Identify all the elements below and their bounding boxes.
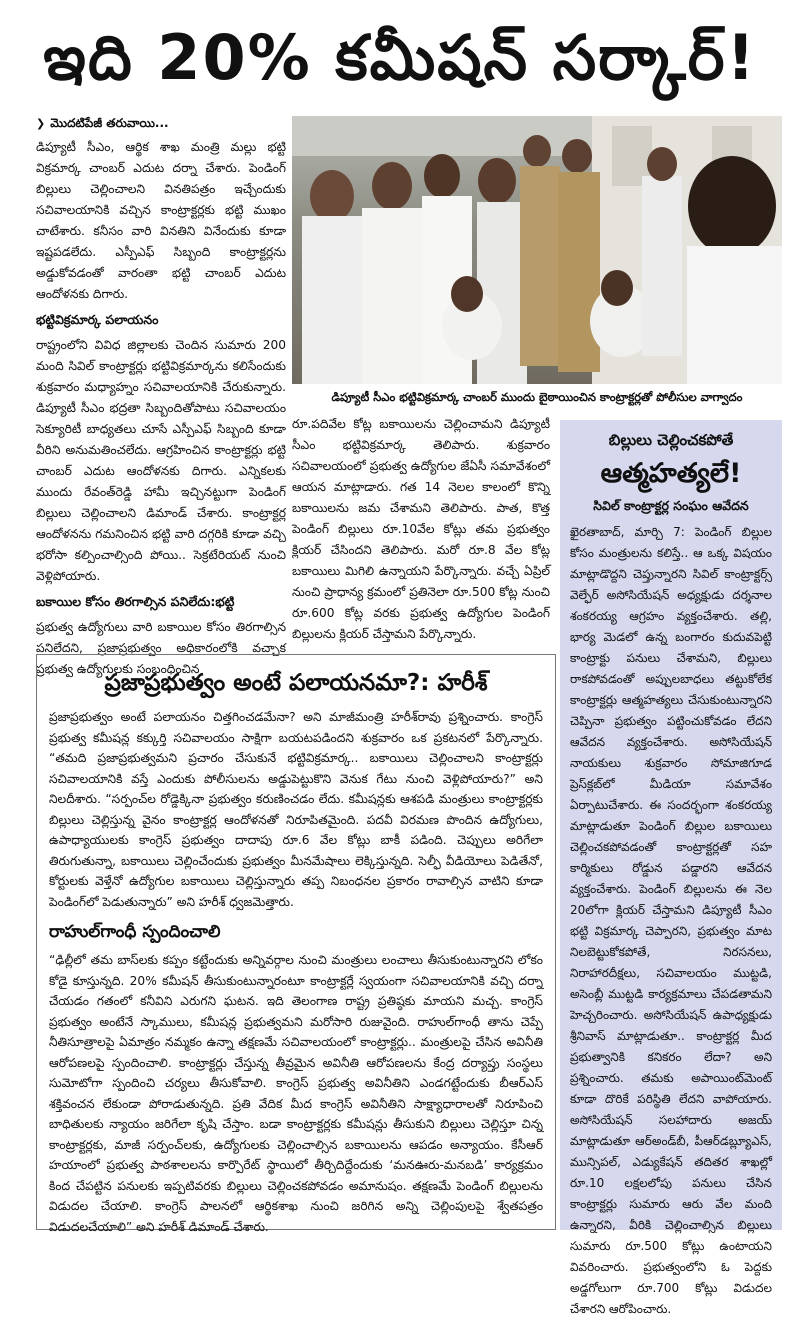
kicker (36, 116, 286, 133)
news-photo (292, 116, 782, 384)
photo-caption: డిప్యూటీ సీఎం భట్టివిక్రమార్క చాంబర్ ముందు బైఠాయించిన కాంట్రాక్టర్లతో పోలీసుల వాగ్వాదం (331, 390, 743, 404)
box-subheading: రాహుల్‌గాంధీ స్పందించాలి (49, 922, 221, 942)
middle-column (292, 414, 550, 645)
kicker-text: మొదటిపేజీ తరువాయి... (50, 116, 169, 130)
left-column (36, 116, 286, 680)
subheading: భట్టివిక్రమార్క పలాయనం (36, 312, 159, 327)
article-paragraph: రూ.పదివేల కోట్ల బకాయిలను చెల్లించామని డిప్యూటీ సీఎం భట్టివిక్రమార్క తెలిపారు. శుక్రవారం సచివాలయంలో ప్రభుత్వ ఉద్యోగుల జేఏసీ సమావేశంలో ఆయన మాట్లాడారు. గత 14 నెలల కాలంలో కొన్ని బకాయిలను జమ చేశామని తెలిపారు. పాత, కొత్త పెండింగ్ బిల్లులు రూ.10వేల కోట్లు తమ ప్రభుత్వం క్లియర్ చేసిందని తెలిపారు. మరో రూ.8 వేల కోట్ల బకాయిలు మిగిలి ఉన్నాయని పేర్కొన్నారు. వచ్చే ఏప్రిల్ నుంచి ప్రాధాన్య క్రమంలో ప్రతినెలా రూ.500 కోట్ల నుంచి రూ.600 కోట్ల వరకు ప్రభుత్వ ఉద్యోగుల పెండింగ్ బిల్లులను క్లియర్ చేస్తామని పేర్కొన్నారు. (292, 417, 550, 641)
subheading: బకాయిల కోసం తిరగాల్సిన పనిలేదు:భట్టి (36, 594, 235, 609)
sidebar-title: ఆత్మహత్యలే! (600, 458, 742, 489)
box-title: ప్రజాప్రభుత్వం అంటే పలాయనమా?: హరీశ్ (104, 670, 488, 696)
article-paragraph: రాష్ట్రంలోని వివిధ జిల్లాలకు చెందిన సుమారు 200 మంది సివిల్ కాంట్రాక్టర్లు భట్టివిక్రమార్కను కలిసేందుకు శుక్రవారం మధ్యాహ్నం సచివాలయానికి చేరుకున్నారు. డిప్యూటీ సీఎం భద్రతా సిబ్బందితోపాటు సచివాలయం సెక్యూరిటీ బాధ్యతలు చూసే ఎస్పీఎఫ్ సిబ్బంది కూడా వీరిని అనుమతించలేదు. ఆగ్రహించిన కాంట్రాక్టర్లు భట్టి చాంబర్ ఎదుట ఆందోళనకు దిగారు. ఎన్నికలకు ముందు రేవంత్‌రెడ్డి హామీ ఇచ్చినట్టుగా పెండింగ్ బిల్లులు చెల్లించాలని డిమాండ్ చేశారు. కాంట్రాక్టర్ల ఆందోళనను గమనించిన భట్టి వారి దగ్గరికి కూడా వచ్చి భరోసా కల్పించాల్సింది పోయి.. సెక్రటేరియట్ నుంచి వెళ్లిపోయారు. (36, 338, 286, 583)
article-paragraph: “ఢిల్లీలో తమ బాస్‌లకు కప్పం కట్టేందుకు అన్నివర్గాల నుంచి మంత్రులు లంచాలు తీసుకుంటున్నారని లోకం కోడై కూస్తున్నది. 20% కమీషన్ తీసుకుంటున్నారంటూ కాంట్రాక్టర్లే స్వయంగా సచివాలయానికి వచ్చి దర్నా చేయడం గతంలో కనీవిని ఎరుగని ఘటన. ఇది తెలంగాణ రాష్ట్ర ప్రతిష్ఠకు మాయని మచ్చ. కాంగ్రెస్ ప్రభుత్వం అంటేనే స్కాములు, కమీషన్ల ప్రభుత్వమని మరోసారి రుజువైంది. రాహుల్‌గాంధీ తాను చెప్పే నీతిసూత్రాలపై ఏమాత్రం నమ్మకం ఉన్నా తక్షణమే సచివాలయంలో కాంట్రాక్టర్లు.. మంత్రులపై చేసిన అవినీతి ఆరోపణలపై స్పందించాలి. కాంట్రాక్టర్లు చేస్తున్న తీవ్రమైన అవినీతి ఆరోపణలను కేంద్ర దర్యాప్తు సంస్థలు సుమోటోగా స్పందించి చర్యలు తీసుకోవాలి. కాంగ్రెస్ ప్రభుత్వ అవినీతిని ఎండగట్టేందుకు బీఆర్‌ఎస్ శక్తివంచన లేకుండా పోరాడుతున్నది. ప్రతి వేదిక మీద కాంగ్రెస్ అవినీతిని సాక్ష్యాధారాలతో నిరూపించి బాధితులకు న్యాయం జరిగేలా కృషి చేస్తాం. బడా కాంట్రాక్టర్లకు కమీషన్లు తీసుకుని బిల్లులు చెల్లిస్తూ చిన్న కాంట్రాక్టర్లకు, మాజీ సర్పంచ్‌లకు, ఉద్యోగులకు చెల్లించాల్సిన బకాయిలను ఆపడం అన్యాయం. కేసీఆర్ హయాంలో ప్రభుత్వ పాఠశాలలను కార్పొరేట్ స్థాయిలో తీర్చిదిద్దేందుకు ‘మనఊరు-మనబడి’ కార్యక్రమం కింద చేపట్టిన పనులకు ఇప్పటివరకు బిల్లులు చెల్లించకపోవడం అమానుషం. తక్షణమే పెండింగ్ బిల్లులను విడుదల చేయాలి. కాంగ్రెస్ పాలనలో ఆర్థికశాఖ నుంచి జరిగిన అన్ని చెల్లింపులపై శ్వేతపత్రం విడుదలచేయాలి” అని హరీశ్ డిమాండ్ చేశారు. (49, 953, 543, 1234)
protest-photo-illustration (292, 116, 782, 384)
article-paragraph: ప్రజాప్రభుత్వం అంటే పలాయనం చిత్తగించడమేనా? అని మాజీమంత్రి హరీశ్‌రావు ప్రశ్నించారు. కాంగ్రెస్ ప్రభుత్వ కమీషన్ల కక్కుర్తి సచివాలయం సాక్షిగా బయటపడిందని శుక్రవారం ఒక ప్రకటనలో పేర్కొన్నారు. “తమది ప్రజాప్రభుత్వమని ప్రచారం చేసుకునే భట్టివిక్రమార్క.. బకాయిలు చెల్లించాలని కాంట్రాక్టర్లు సచివాలయానికి వస్తే ఎందుకు పోలీసులను అడ్డుపెట్టుకొని వెనుక గేటు నుంచి వెళ్లిపోయారు?” అని నిలదీశారు. “సర్పంచ్‌ల రోడ్డెక్కినా ప్రభుత్వం కరుణించడం లేదు. కమీషన్లకు ఆశపడి మంత్రులు కాంట్రాక్టర్లకు బిల్లులు చెల్లిస్తున్న వైనం కాంట్రాక్టర్ల ఆందోళనతో నిరూపితమైంది. పదవీ విరమణ పొందిన ఉద్యోగులు, ఉపాధ్యాయులకు కాంగ్రెస్ ప్రభుత్వం దాదాపు రూ.6 వేల కోట్లు బాకీ పడింది. చెప్పులు అరిగేలా తిరుగుతున్నా, బకాయిలు చెల్లించేందుకు ప్రభుత్వం మీనమేషాలు లెక్కిస్తున్నది. సెల్ఫీ వీడియోలు పెడితేనో, కోర్టులకు వెళ్తేనో ఉద్యోగుల బకాయిలు చెల్లిస్తున్నారు తప్ప నిబంధనల ప్రకారం రావాల్సిన వాటిని కూడా పెండింగ్‌లో పెడుతున్నారు” అని హరీశ్ ధ్వజమెత్తారు. (49, 710, 543, 909)
sidebar-kicker: బిల్లులు చెల్లించకపోతే (608, 431, 734, 449)
headline: ఇది 20% కమీషన్ సర్కార్! (43, 21, 757, 94)
chevron-right-icon: ❯ (36, 117, 46, 130)
sidebar-body: ఖైరతాబాద్, మార్చి 7: పెండింగ్ బిల్లుల కోసం మంత్రులను కలిస్తే.. ఆ ఒక్క విషయం మాట్లాడొద్దని చెప్తున్నారని సివిల్ కాంట్రాక్టర్స్ వెల్ఫేర్ అసోసియేషన్ అధ్యక్షుడు దర్శనాల శంకరయ్య ఆగ్రహం వ్యక్తంచేశారు. తల్లి, భార్య మెడలో ఉన్న బంగారం కుదువపెట్టి కాంట్రాక్టు పనులు చేశామని, బిల్లులు రాకపోవడంతో అప్పులబాధలు తట్టుకోలేక కాంట్రాక్టర్లు ఆత్మహత్యలు చేసుకుంటున్నారని చెప్పినా ప్రభుత్వం పట్టించుకోవడం లేదని ఆవేదన వ్యక్తంచేశారు. అసోసియేషన్ నాయకులు శుక్రవారం సోమాజిగూడ ప్రెస్‌క్లబ్‌లో మీడియా సమావేశం ఏర్పాటుచేశారు. ఈ సందర్భంగా శంకరయ్య మాట్లాడుతూ పెండింగ్ బిల్లుల బకాయిలు చెల్లించకపోవడంతో కాంట్రాక్టర్లతో సహ కార్మికులు రోడ్డున పడ్డారని ఆవేదన వ్యక్తంచేశారు. పెండింగ్ బిల్లులను ఈ నెల 20లోగా క్లియర్ చేస్తామని డిప్యూటీ సీఎం భట్టి విక్రమార్క చెప్పారని, ప్రభుత్వం మాట నిలబెట్టుకోకపోతే, నిరసనలు, నిరాహారదీక్షలు, సచివాలయం ముట్టడి, అసెంబ్లీ ముట్టడి కార్యక్రమాలు చేపడతామని హెచ్చరించారు. అసోసియేషన్ ఉపాధ్యక్షుడు శ్రీనివాస్ మాట్లాడుతూ.. కాంట్రాక్టర్ల మీద ప్రభుత్వానికి కనికరం లేదా? అని ప్రశ్నించారు. తమకు అపాయింట్‌మెంట్ కూడా దొరికే పరిస్థితి లేదని వాపోయారు. అసోసియేషన్ సలహాదారు అజయ్ మాట్లాడుతూ ఆర్‌అండ్‌బీ, పీఆర్‌డబ్ల్యూఎస్, మున్సిపల్, ఎడ్యుకేషన్ తదితర శాఖల్లో రూ.10 లక్షలలోపు పనులు చేసిన కాంట్రాక్టర్లు సుమారు ఆరు వేల మంది ఉన్నారని, వీరికి చెల్లించాల్సిన బిల్లులు సుమారు రూ.500 కోట్లు ఉంటాయని వివరించారు. ప్రభుత్వంలోని ఓ పెద్దకు అడ్డగోలుగా రూ.700 కోట్లు విడుదల చేశారని ఆరోపించారు. (570, 525, 772, 1316)
sidebar-subtitle: సివిల్ కాంట్రాక్టర్ల సంఘం ఆవేదన (593, 498, 749, 513)
sidebar-story (560, 420, 782, 1316)
article-paragraph: డిప్యూటీ సీఎం, ఆర్థిక శాఖ మంత్రి మల్లు భట్టి విక్రమార్క చాంబర్ ఎదుట దర్నా చేశారు. పెండింగ్ బిల్లులు చెల్లించాలని వినతిపత్రం ఇచ్చేందుకు సచివాలయానికి వచ్చిన కాంట్రాక్టర్లకు భట్టి ముఖం చాటేశారు. కనీసం వారి వినతిని వినేందుకు కూడా ఇష్టపడలేదు. ఎస్పీఎఫ్ సిబ్బంది కాంట్రాక్టర్లను అడ్డుకోవడంతో వారంతా భట్టి చాంబర్ ఎదుట ఆందోళనకు దిగారు. (36, 140, 286, 301)
boxed-story (36, 654, 556, 1234)
article-paragraph: ప్రభుత్వ ఉద్యోగులు వారి బకాయిల కోసం తిరగాల్సిన పనిలేదని, ప్రజాప్రభుత్వం అధికారంలోకి వచ్చాక ప్రభుత్వ ఉద్యోగులకు సంబంధించిన (36, 620, 286, 676)
